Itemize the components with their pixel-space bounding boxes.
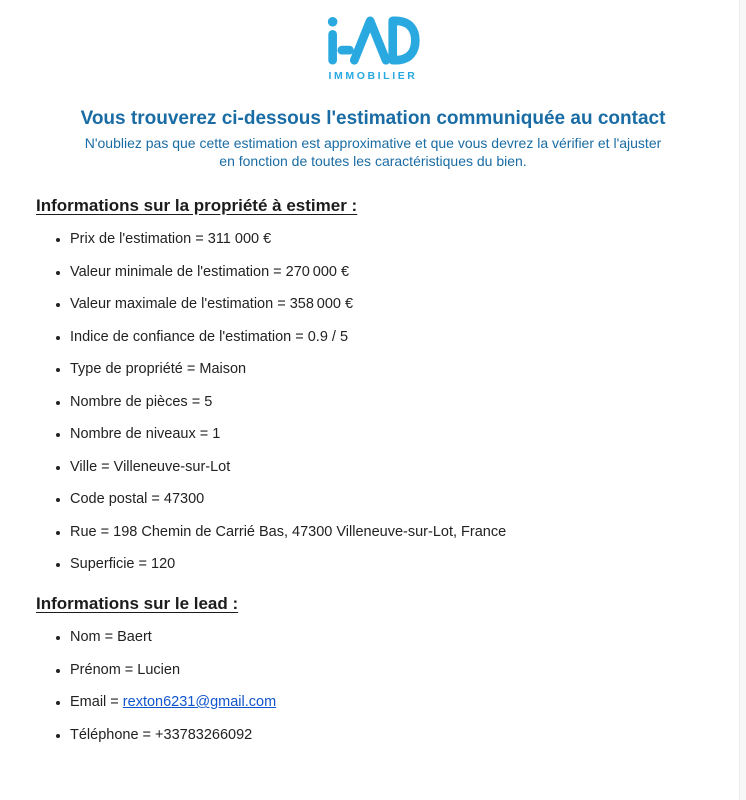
property-section-heading: Informations sur la propriété à estimer : [36, 196, 358, 215]
subtitle-line-2: en fonction de toutes les caractéristiques du bien. [219, 153, 527, 169]
property-item-levels: • Nombre de niveaux = 1 [70, 427, 710, 442]
page-title: Vous trouverez ci-dessous l'estimation communiquée au contact [80, 108, 666, 129]
lead-section [36, 594, 710, 743]
iad-logo-icon [326, 16, 421, 66]
subtitle-line-1: N'oubliez pas que cette estimation est approximative et que vous devrez la vérifier et l'ajuster [84, 135, 662, 151]
logo-block [0, 16, 746, 82]
property-item-min-value: • Valeur minimale de l'estimation = 270 000 € [70, 265, 710, 280]
logo-subtext: IMMOBILIER [328, 70, 418, 82]
property-item-area: • Superficie = 120 [70, 557, 710, 572]
property-item-rooms: • Nombre de pièces = 5 [70, 395, 710, 410]
page-subtitle [30, 134, 716, 170]
property-item-city: • Ville = Villeneuve-sur-Lot [70, 460, 710, 475]
property-item-postal-code: • Code postal = 47300 [70, 492, 710, 507]
lead-item-last-name: • Nom = Baert [70, 630, 710, 645]
lead-section-heading: Informations sur le lead : [36, 594, 239, 613]
email-link[interactable]: rexton6231@gmail.com [122, 694, 277, 710]
property-item-price: • Prix de l'estimation = 311 000 € [70, 232, 710, 247]
right-edge-strip [739, 0, 746, 800]
lead-item-phone: • Téléphone = +33783266092 [70, 728, 710, 743]
property-item-type: • Type de propriété = Maison [70, 362, 710, 377]
property-item-max-value: • Valeur maximale de l'estimation = 358 000 € [70, 297, 710, 312]
property-item-street: • Rue = 198 Chemin de Carrié Bas, 47300 Villeneuve-sur-Lot, France [70, 525, 710, 540]
logo-text [373, 66, 374, 67]
property-list [36, 232, 710, 572]
lead-email-prefix: Email = [70, 694, 123, 710]
lead-item-first-name: • Prénom = Lucien [70, 663, 710, 678]
property-item-confidence: • Indice de confiance de l'estimation = 0.9 / 5 [70, 330, 710, 345]
lead-item-email [70, 695, 710, 710]
property-section [36, 196, 710, 572]
lead-list [36, 630, 710, 743]
